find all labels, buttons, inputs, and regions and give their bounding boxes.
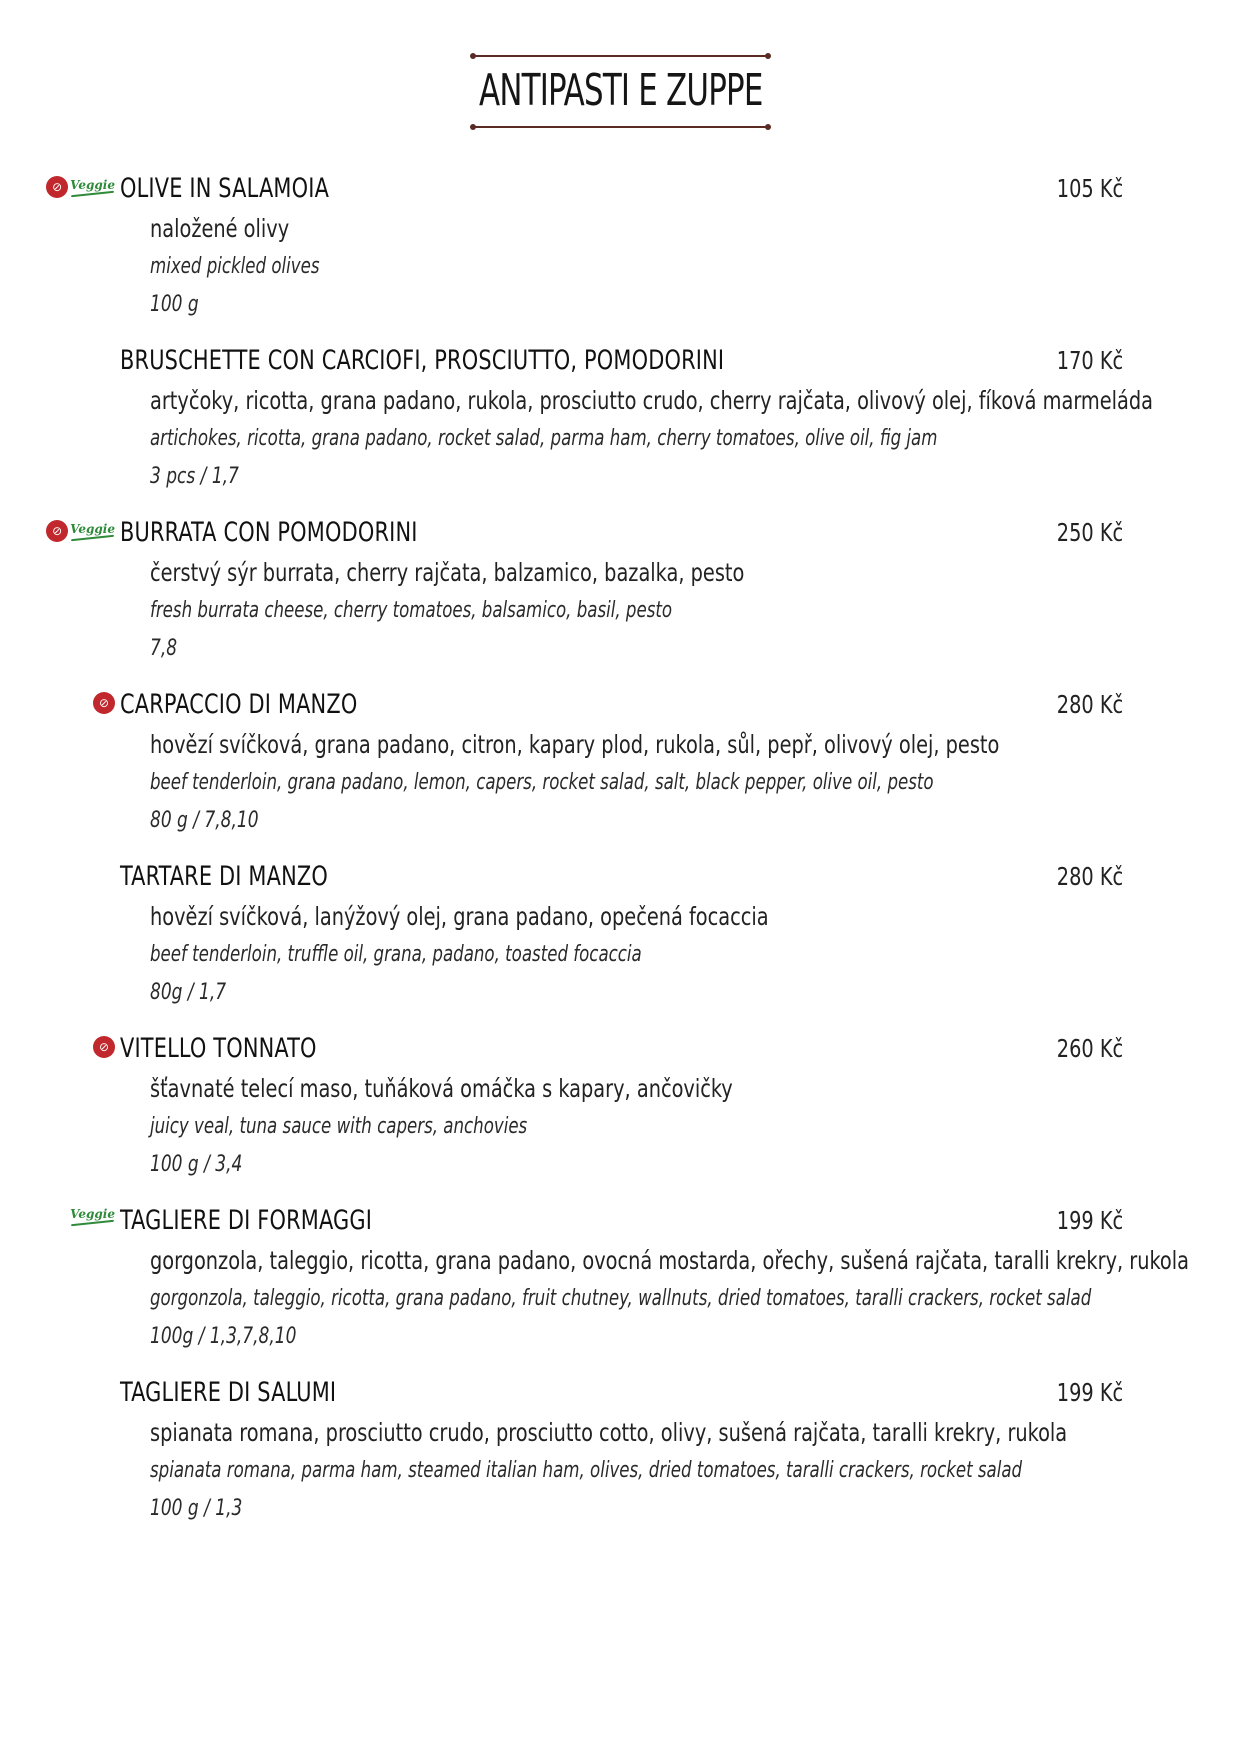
dish-name: BRUSCHETTE CON CARCIOFI, PROSCIUTTO, POMODORINI xyxy=(120,345,725,376)
dish-name: VITELLO TONNATO xyxy=(120,1033,317,1064)
menu-item-header xyxy=(0,1378,1241,1408)
dish-weight-allergens: 80g / 1,7 xyxy=(150,980,227,1005)
dish-description-en: fresh burrata cheese, cherry tomatoes, balsamico, basil, pesto xyxy=(150,598,673,623)
dish-name: TARTARE DI MANZO xyxy=(120,861,328,892)
diet-badges xyxy=(70,1208,115,1224)
dish-description-en: artichokes, ricotta, grana padano, rocket salad, parma ham, cherry tomatoes, olive oil, fig jam xyxy=(150,426,938,451)
heading-frame xyxy=(473,55,769,128)
dish-description-en: mixed pickled olives xyxy=(150,254,320,279)
heading-rule-bottom xyxy=(473,126,769,128)
menu-items-list xyxy=(0,160,1241,1536)
page-title: ANTIPASTI E ZUPPE xyxy=(478,65,763,116)
menu-item xyxy=(0,332,1241,504)
dish-weight-allergens: 3 pcs / 1,7 xyxy=(150,464,239,489)
dish-description-cz: šťavnaté telecí maso, tuňáková omáčka s kapary, ančovičky xyxy=(150,1074,733,1103)
dish-name: TAGLIERE DI FORMAGGI xyxy=(120,1205,373,1236)
diet-badges xyxy=(46,176,115,198)
dish-name: CARPACCIO DI MANZO xyxy=(120,689,358,720)
menu-item xyxy=(0,1020,1241,1192)
dish-description-en: spianata romana, parma ham, steamed italian ham, olives, dried tomatoes, taralli crackers, rocket salad xyxy=(150,1458,1023,1483)
veggie-badge: Veggie xyxy=(70,1208,115,1224)
dish-description-cz: čerstvý sýr burrata, cherry rajčata, balzamico, bazalka, pesto xyxy=(150,558,745,587)
dish-weight-allergens: 7,8 xyxy=(150,636,178,661)
menu-item-header xyxy=(0,690,1241,720)
menu-item-header xyxy=(0,862,1241,892)
menu-item xyxy=(0,1192,1241,1364)
dish-description-en: beef tenderloin, truffle oil, grana, padano, toasted focaccia xyxy=(150,942,642,967)
menu-item xyxy=(0,848,1241,1020)
dish-description-cz: hovězí svíčková, lanýžový olej, grana padano, opečená focaccia xyxy=(150,902,769,931)
dish-description-cz: gorgonzola, taleggio, ricotta, grana padano, ovocná mostarda, ořechy, sušená rajčata, taralli krekry, rukola xyxy=(150,1246,1190,1275)
dish-price: 170 Kč xyxy=(1056,346,1123,375)
menu-item-header xyxy=(0,346,1241,376)
menu-item-header xyxy=(0,518,1241,548)
dish-price: 105 Kč xyxy=(1056,174,1123,203)
diet-badges xyxy=(93,692,115,714)
menu-item xyxy=(0,504,1241,676)
menu-item xyxy=(0,676,1241,848)
dish-description-en: beef tenderloin, grana padano, lemon, capers, rocket salad, salt, black pepper, olive oil, pesto xyxy=(150,770,934,795)
dish-description-en: gorgonzola, taleggio, ricotta, grana padano, fruit chutney, wallnuts, dried tomatoes, taralli crackers, rocket salad xyxy=(150,1286,1092,1311)
dish-price: 199 Kč xyxy=(1056,1206,1123,1235)
dish-weight-allergens: 80 g / 7,8,10 xyxy=(150,808,259,833)
dish-name: BURRATA CON POMODORINI xyxy=(120,517,418,548)
menu-item-header xyxy=(0,174,1241,204)
dish-description-cz: naložené olivy xyxy=(150,214,290,243)
heading-rule-top xyxy=(473,55,769,57)
menu-item xyxy=(0,160,1241,332)
menu-item xyxy=(0,1364,1241,1536)
menu-item-header xyxy=(0,1034,1241,1064)
dish-price: 199 Kč xyxy=(1056,1378,1123,1407)
dish-price: 280 Kč xyxy=(1056,690,1123,719)
dish-description-en: juicy veal, tuna sauce with capers, anchovies xyxy=(150,1114,528,1139)
dish-weight-allergens: 100 g xyxy=(150,292,199,317)
diet-badges xyxy=(46,520,115,542)
veggie-badge: Veggie xyxy=(70,179,115,195)
menu-item-header xyxy=(0,1206,1241,1236)
heading xyxy=(0,55,1241,128)
gluten-free-icon: ⊘ xyxy=(46,520,68,542)
gluten-free-icon: ⊘ xyxy=(93,692,115,714)
dish-weight-allergens: 100 g / 3,4 xyxy=(150,1152,243,1177)
dish-price: 260 Kč xyxy=(1056,1034,1123,1063)
dish-description-cz: hovězí svíčková, grana padano, citron, kapary plod, rukola, sůl, pepř, olivový olej, pesto xyxy=(150,730,1000,759)
dish-weight-allergens: 100g / 1,3,7,8,10 xyxy=(150,1324,297,1349)
gluten-free-icon: ⊘ xyxy=(93,1036,115,1058)
dish-price: 280 Kč xyxy=(1056,862,1123,891)
dish-name: TAGLIERE DI SALUMI xyxy=(120,1377,337,1408)
dish-weight-allergens: 100 g / 1,3 xyxy=(150,1496,243,1521)
dish-name: OLIVE IN SALAMOIA xyxy=(120,173,330,204)
gluten-free-icon: ⊘ xyxy=(46,176,68,198)
veggie-badge: Veggie xyxy=(70,523,115,539)
dish-description-cz: spianata romana, prosciutto crudo, prosciutto cotto, olivy, sušená rajčata, taralli krekry, rukola xyxy=(150,1418,1068,1447)
dish-description-cz: artyčoky, ricotta, grana padano, rukola, prosciutto crudo, cherry rajčata, olivový olej, fíková marmeláda xyxy=(150,386,1154,415)
dish-price: 250 Kč xyxy=(1056,518,1123,547)
diet-badges xyxy=(93,1036,115,1058)
